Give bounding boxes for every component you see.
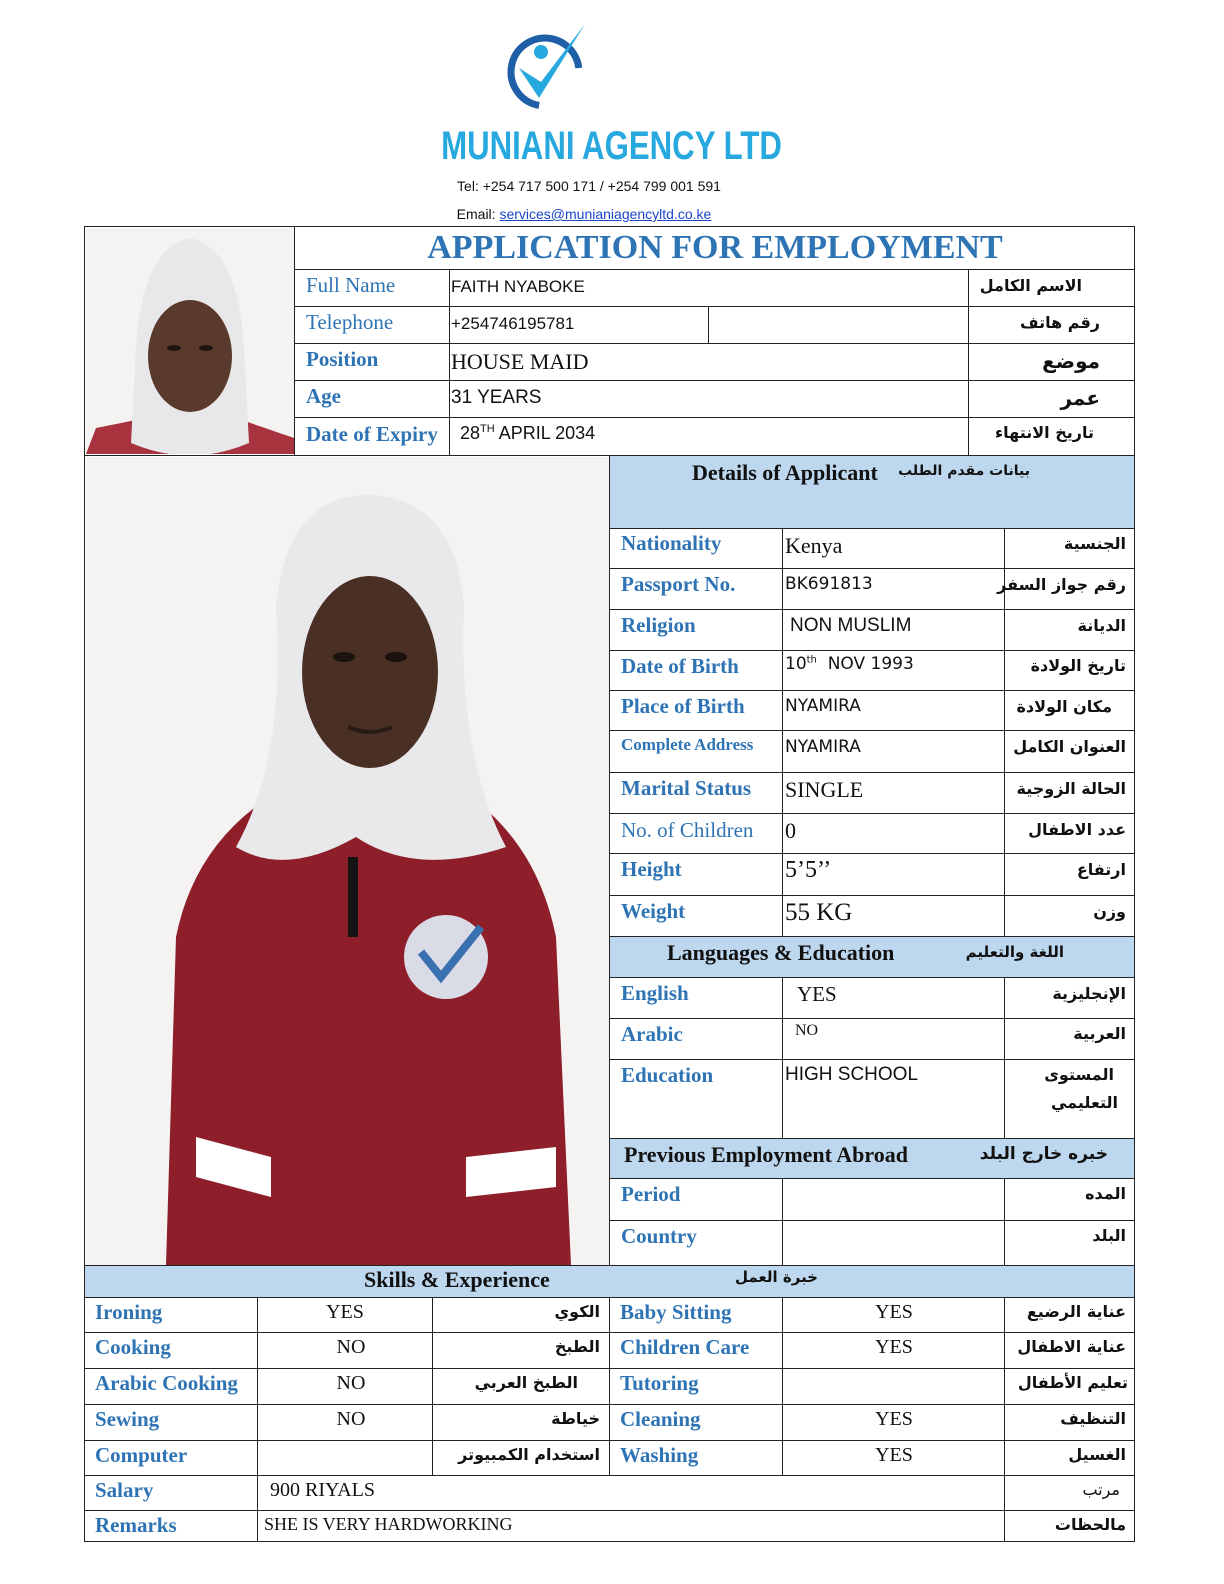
ar-marital-status: الحالة الزوجية [1016, 779, 1126, 798]
value-remarks: SHE IS VERY HARDWORKING [264, 1514, 513, 1534]
value-date-of-birth: 10th NOV 1993 [785, 654, 914, 674]
label-salary: Salary [95, 1478, 154, 1502]
label-weight: Weight [621, 899, 686, 923]
ar-country: البلد [1092, 1226, 1126, 1245]
label-date-of-birth: Date of Birth [621, 654, 739, 678]
label-marital-status: Marital Status [621, 776, 752, 800]
ar-cleaning: التنظيف [1060, 1409, 1126, 1428]
value-no-of-children: 0 [785, 818, 796, 843]
languages-title: Languages & Education [667, 940, 895, 965]
label-tutoring: Tutoring [620, 1371, 699, 1395]
label-cleaning: Cleaning [620, 1407, 701, 1431]
label-remarks: Remarks [95, 1513, 177, 1537]
value-education: HIGH SCHOOL [785, 1064, 919, 1085]
ar-no-of-children: عدد الاطفال [1028, 820, 1126, 839]
value-weight: 55 KG [785, 899, 853, 926]
label-arabic: Arabic [621, 1022, 683, 1046]
label-age: Age [306, 384, 341, 408]
value-passport-no: BK691813 [785, 574, 873, 594]
label-complete-address: Complete Address [621, 735, 754, 754]
ar-place-of-birth: مكان الولادة [1016, 697, 1112, 716]
agency-email-link[interactable]: services@munianiagencyltd.co.ke [499, 206, 712, 222]
label-religion: Religion [621, 613, 696, 637]
value-religion: NON MUSLIM [790, 615, 912, 636]
value-position: HOUSE MAID [451, 349, 589, 374]
agency-logo-icon [505, 20, 589, 112]
label-children-care: Children Care [620, 1335, 750, 1359]
applicant-passport-photo [86, 228, 294, 454]
ar-passport-no: رقم جواز السفر [997, 575, 1126, 594]
skills-title: Skills & Experience [364, 1267, 550, 1292]
ar-tutoring: تعليم الأطفال [1017, 1373, 1128, 1392]
ar-height: ارتفاع [1076, 860, 1126, 879]
value-place-of-birth: NYAMIRA [785, 696, 861, 716]
value-baby-sitting: YES [875, 1301, 913, 1323]
value-english: YES [797, 982, 837, 1006]
label-position: Position [306, 347, 379, 371]
ar-remarks: مالحظات [1054, 1515, 1126, 1534]
label-nationality: Nationality [621, 531, 722, 555]
ar-date-of-birth: تاريخ الولادة [1030, 656, 1126, 675]
previous-title: Previous Employment Abroad [624, 1142, 908, 1167]
label-baby-sitting: Baby Sitting [620, 1300, 732, 1324]
ar-period: المده [1085, 1184, 1126, 1203]
label-washing: Washing [620, 1443, 699, 1467]
ar-age: عمر [1060, 386, 1100, 410]
value-marital-status: SINGLE [785, 777, 864, 802]
value-cleaning: YES [875, 1408, 913, 1430]
label-full-name: Full Name [306, 273, 396, 297]
label-cooking: Cooking [95, 1335, 171, 1359]
label-education: Education [621, 1063, 714, 1087]
ar-salary: مرتب [1082, 1480, 1120, 1499]
ar-education-2: التعليمي [1050, 1093, 1118, 1112]
label-arabic-cooking: Arabic Cooking [95, 1371, 238, 1395]
label-sewing: Sewing [95, 1407, 160, 1431]
label-ironing: Ironing [95, 1300, 163, 1324]
skills-title-ar: خبرة العمل [734, 1268, 818, 1286]
value-sewing: NO [336, 1408, 366, 1430]
label-date-of-expiry: Date of Expiry [306, 422, 438, 446]
languages-title-ar: اللغة والتعليم [965, 943, 1064, 961]
ar-sewing: خياطة [551, 1409, 600, 1428]
ar-ironing: الكوي [554, 1302, 600, 1321]
ar-telephone: رقم هاتف [1020, 313, 1100, 332]
ar-cooking: الطبخ [554, 1337, 600, 1356]
applicant-full-photo [86, 457, 609, 1265]
form-title: APPLICATION FOR EMPLOYMENT [427, 229, 1003, 266]
agency-email-line: Email: services@munianiagencyltd.co.ke [456, 206, 712, 222]
previous-title-ar: خبره خارج البلد [979, 1144, 1108, 1164]
value-ironing: YES [326, 1301, 364, 1323]
label-period: Period [621, 1182, 681, 1206]
ar-english: الإنجليزية [1052, 984, 1126, 1003]
value-washing: YES [875, 1444, 913, 1466]
ar-religion: الديانة [1077, 616, 1126, 635]
value-children-care: YES [875, 1336, 913, 1358]
details-title: Details of Applicant [692, 460, 878, 485]
agency-telephone: Tel: +254 717 500 171 / +254 799 001 591 [457, 178, 721, 194]
value-complete-address: NYAMIRA [785, 737, 861, 757]
value-age: 31 YEARS [451, 387, 542, 408]
value-date-of-expiry: 28TH APRIL 2034 [460, 423, 596, 443]
ar-position: موضع [1042, 349, 1100, 373]
ar-weight: وزن [1093, 902, 1126, 921]
label-height: Height [621, 857, 682, 881]
label-no-of-children: No. of Children [621, 818, 754, 842]
value-nationality: Kenya [785, 533, 843, 558]
label-english: English [621, 981, 689, 1005]
ar-baby-sitting: عناية الرضيع [1026, 1302, 1126, 1321]
skills-band [84, 1265, 1135, 1297]
ar-arabic-cooking: الطبخ العربي [474, 1373, 578, 1392]
value-salary: 900 RIYALS [270, 1479, 376, 1501]
ar-arabic: العربية [1073, 1024, 1126, 1043]
value-telephone: +254746195781 [451, 314, 575, 333]
ar-full-name: الاسم الكامل [979, 276, 1082, 295]
label-computer: Computer [95, 1443, 188, 1467]
ar-computer: استخدام الكمبيوتر [458, 1445, 600, 1464]
value-arabic-cooking: NO [336, 1372, 366, 1394]
ar-nationality: الجنسية [1063, 534, 1126, 553]
ar-complete-address: العنوان الكامل [1013, 737, 1126, 756]
ar-washing: الغسيل [1068, 1445, 1126, 1464]
value-height: 5’5’’ [785, 857, 832, 883]
value-full-name: FAITH NYABOKE [451, 277, 585, 296]
label-country: Country [621, 1224, 697, 1248]
label-place-of-birth: Place of Birth [621, 694, 745, 718]
label-telephone: Telephone [306, 310, 394, 334]
ar-children-care: عناية الاطفال [1017, 1337, 1126, 1356]
value-arabic: NO [795, 1022, 819, 1039]
ar-date-of-expiry: تاريخ الانتهاء [994, 423, 1094, 442]
value-cooking: NO [336, 1336, 366, 1358]
details-title-ar: بيانات مقدم الطلب [898, 463, 1030, 479]
label-passport-no: Passport No. [621, 572, 736, 596]
agency-name: MUNIANI AGENCY LTD [441, 124, 783, 168]
ar-education: المستوى [1044, 1065, 1114, 1084]
